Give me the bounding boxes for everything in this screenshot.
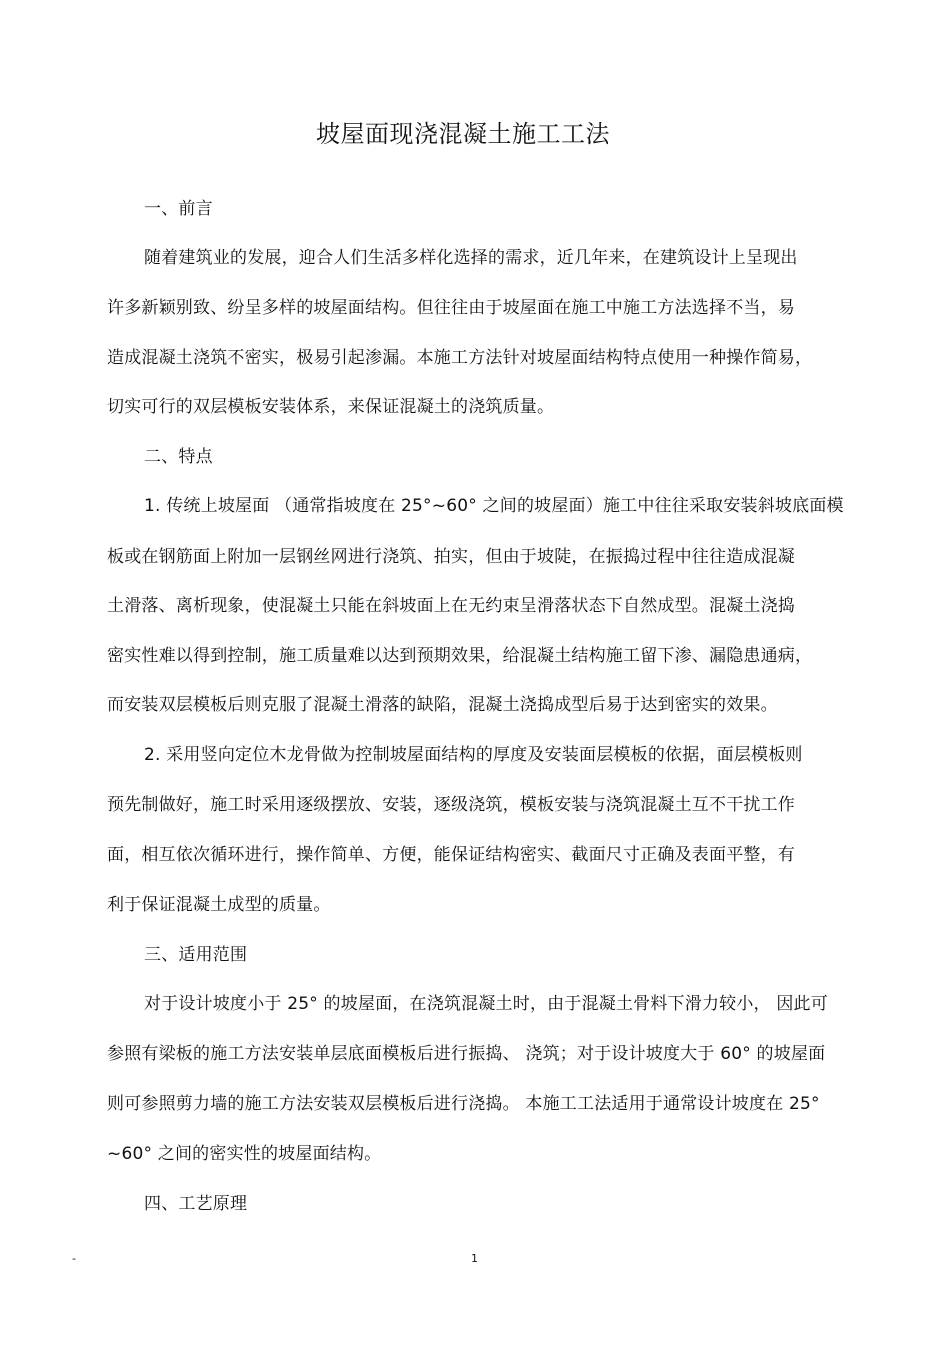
preface-line-4: 切实可行的双层模板安装体系，来保证混凝土的浇筑质量。	[107, 397, 555, 417]
features-point-1-line-2: 板或在钢筋面上附加一层钢丝网进行浇筑、拍实，但由于坡陡，在振捣过程中往往造成混凝	[107, 547, 795, 567]
section-heading-features: 二、特点	[144, 447, 213, 467]
document-title: 坡屋面现浇混凝土施工工法	[316, 120, 610, 148]
section-heading-preface: 一、前言	[144, 199, 213, 219]
scope-line-2: 参照有梁板的施工方法安装单层底面模板后进行振捣、 浇筑；对于设计坡度大于 60° 的坡屋面	[107, 1044, 826, 1064]
scope-line-4: ~60° 之间的密实性的坡屋面结构。	[107, 1144, 382, 1164]
scope-line-1: 对于设计坡度小于 25° 的坡屋面，在浇筑混凝土时，由于混凝土骨料下滑力较小， 因此可	[144, 994, 828, 1014]
features-point-1-line-1: 1. 传统上坡屋面 （通常指坡度在 25°~60° 之间的坡屋面）施工中往往采取安装斜坡底面模	[144, 496, 844, 516]
features-point-2-line-1: 2. 采用竖向定位木龙骨做为控制坡屋面结构的厚度及安装面层模板的依据，面层模板则	[144, 745, 803, 765]
page-number: 1	[471, 1252, 478, 1265]
features-point-2-line-4: 利于保证混凝土成型的质量。	[107, 895, 331, 915]
section-heading-scope: 三、适用范围	[144, 945, 248, 965]
features-point-1-line-5: 而安装双层模板后则克服了混凝土滑落的缺陷，混凝土浇捣成型后易于达到密实的效果。	[107, 695, 778, 715]
preface-line-3: 造成混凝土浇筑不密实，极易引起渗漏。本施工方法针对坡屋面结构特点使用一种操作简易，	[107, 348, 813, 368]
features-point-2-line-3: 面，相互依次循环进行，操作简单、方便，能保证结构密实、截面尺寸正确及表面平整，有	[107, 845, 795, 865]
preface-line-1: 随着建筑业的发展，迎合人们生活多样化选择的需求，近几年来，在建筑设计上呈现出	[144, 248, 798, 268]
features-point-1-line-4: 密实性难以得到控制，施工质量难以达到预期效果，给混凝土结构施工留下渗、漏隐患通病，	[107, 646, 813, 666]
features-point-1-line-3: 土滑落、离析现象，使混凝土只能在斜坡面上在无约束呈滑落状态下自然成型。混凝土浇捣	[107, 596, 795, 616]
scope-line-3: 则可参照剪力墙的施工方法安装双层模板后进行浇捣。 本施工工法适用于通常设计坡度在 25°	[107, 1094, 820, 1114]
footer-left-mark: -	[72, 1252, 76, 1265]
preface-line-2: 许多新颖别致、纷呈多样的坡屋面结构。但往往由于坡屋面在施工中施工方法选择不当，易	[107, 298, 795, 318]
section-heading-principle: 四、工艺原理	[144, 1194, 248, 1214]
features-point-2-line-2: 预先制做好，施工时采用逐级摆放、安装，逐级浇筑，模板安装与浇筑混凝土互不干扰工作	[107, 795, 795, 815]
